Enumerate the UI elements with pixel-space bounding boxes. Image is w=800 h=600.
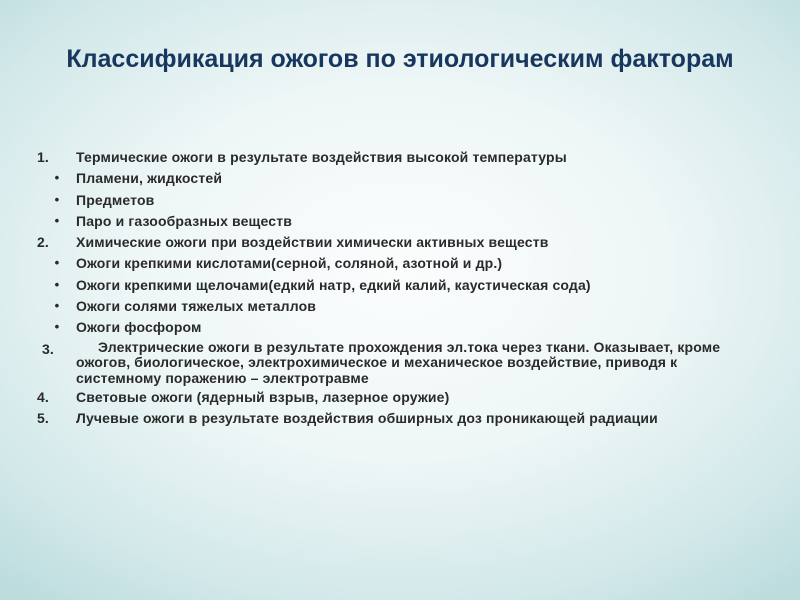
classification-list — [36, 148, 736, 431]
list-marker: 3. — [42, 340, 54, 357]
list-item-text: Паро и газообразных веществ — [76, 212, 292, 229]
bullet-icon: • — [54, 276, 60, 292]
list-item — [36, 212, 736, 231]
list-item-text: Лучевые ожоги в результате воздействия обширных доз проникающей радиации — [76, 410, 658, 427]
list-item — [36, 148, 736, 167]
list-item — [36, 388, 736, 407]
list-item — [36, 233, 736, 252]
bullet-icon: • — [54, 212, 60, 228]
slide-title: Классификация ожогов по этиологическим факторам — [66, 45, 734, 73]
list-item-text: Световые ожоги (ядерный взрыв, лазерное оружие) — [76, 389, 450, 406]
list-item — [36, 340, 736, 387]
list-marker: 4. — [37, 389, 49, 406]
list-item-text: Химические ожоги при воздействии химически активных веществ — [76, 234, 549, 251]
list-item — [36, 276, 736, 295]
bullet-icon: • — [54, 255, 60, 271]
bullet-icon: • — [54, 191, 60, 207]
list-item — [36, 318, 736, 337]
list-item — [36, 169, 736, 188]
list-item-text-content: Электрические ожоги в результате прохождения эл.тока через ткани. Оказывает, кроме ожогов, биологическое, электрохимическое и механическое воздействие, приводя к системному поражению – электротравме — [76, 338, 721, 386]
list-marker: 2. — [37, 234, 49, 251]
bullet-icon: • — [54, 170, 60, 186]
list-marker: 1. — [37, 149, 49, 165]
list-item-text: Предметов — [76, 191, 155, 208]
list-marker: 5. — [37, 410, 49, 427]
list-item-text: Ожоги крепкими щелочами(едкий натр, едкий калий, каустическая сода) — [76, 276, 591, 293]
list-item — [36, 254, 736, 273]
list-item-text: Ожоги крепкими кислотами(серной, соляной, азотной и др.) — [76, 255, 503, 272]
list-item — [36, 297, 736, 316]
list-item-text: Ожоги солями тяжелых металлов — [76, 298, 317, 315]
list-item — [36, 409, 736, 428]
list-item-text: Пламени, жидкостей — [76, 170, 223, 187]
list-item-text — [76, 340, 736, 387]
list-item-text: Ожоги фосфором — [76, 319, 202, 336]
bullet-icon: • — [54, 319, 60, 335]
list-item — [36, 191, 736, 210]
bullet-icon: • — [54, 298, 60, 314]
list-item-text: Термические ожоги в результате воздействия высокой температуры — [76, 149, 567, 165]
